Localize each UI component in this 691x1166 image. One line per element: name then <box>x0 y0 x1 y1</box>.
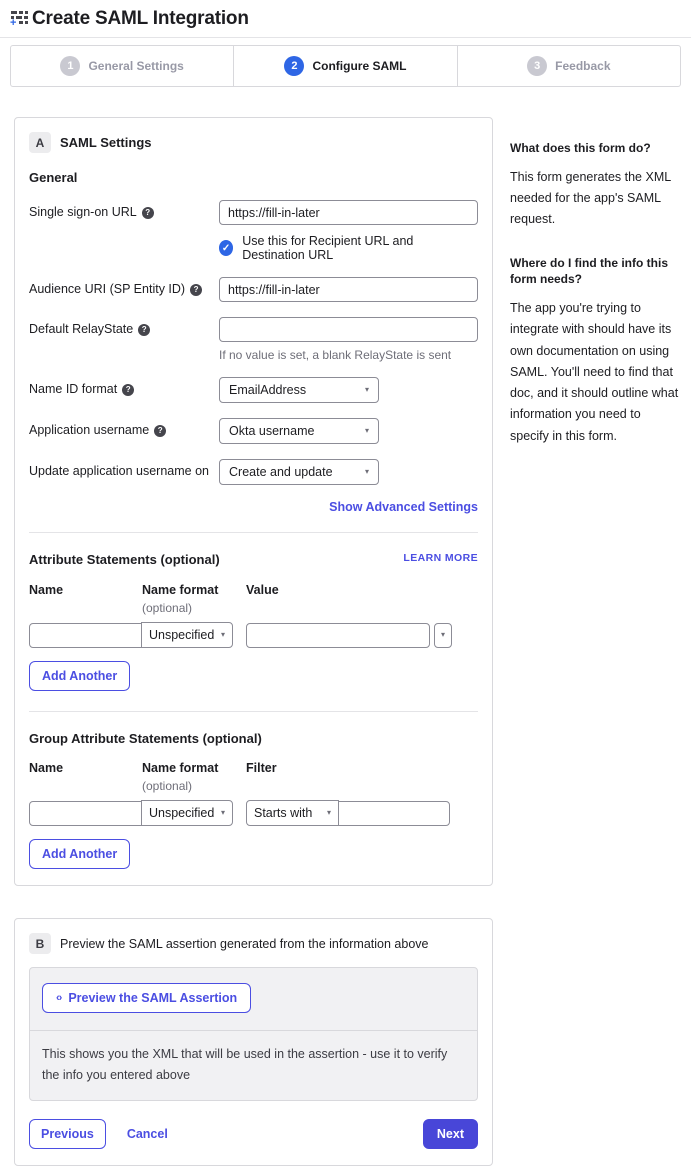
optional-note: (optional) <box>142 779 193 793</box>
relay-state-input[interactable] <box>219 317 478 342</box>
add-another-group-attribute-button[interactable]: Add Another <box>29 839 130 869</box>
recipient-url-checkbox[interactable]: ✓ <box>219 240 233 256</box>
app-username-select[interactable] <box>219 418 379 444</box>
previous-button[interactable]: Previous <box>29 1119 106 1149</box>
col-header-name-format: Name format <box>142 583 219 597</box>
audience-uri-input[interactable] <box>219 277 478 302</box>
preview-saml-assertion-button[interactable] <box>42 983 251 1013</box>
saml-settings-card <box>14 117 493 886</box>
selected-value: Okta username <box>229 424 315 438</box>
step-number-badge: 1 <box>60 56 80 76</box>
page-header <box>0 0 691 38</box>
group-attribute-statements-headers <box>29 761 478 793</box>
attribute-statements-title: Attribute Statements (optional) <box>29 552 220 567</box>
app-username-label: Application username ? <box>29 418 219 444</box>
wizard-stepper <box>10 45 681 87</box>
help-sidebar <box>510 117 680 471</box>
step-label: Feedback <box>555 59 611 73</box>
next-button[interactable]: Next <box>423 1119 478 1149</box>
learn-more-link[interactable]: LEARN MORE <box>403 552 478 564</box>
step-number-badge: 2 <box>284 56 304 76</box>
update-app-username-label: Update application username on <box>29 464 209 478</box>
preview-button-label: Preview the SAML Assertion <box>68 991 238 1005</box>
attribute-statements-headers <box>29 583 478 615</box>
general-heading: General <box>29 170 78 185</box>
selected-value: EmailAddress <box>229 383 307 397</box>
caret-down-icon: ▾ <box>220 808 225 817</box>
attr-name-input[interactable] <box>29 623 142 648</box>
step-label: Configure SAML <box>312 59 407 73</box>
help-question-1: What does this form do? <box>510 141 651 155</box>
attr-name-format-select[interactable] <box>141 622 233 648</box>
name-id-format-row <box>29 377 478 403</box>
col-header-name: Name <box>29 761 64 775</box>
relay-state-row <box>29 317 478 362</box>
group-attr-filter-value-input[interactable] <box>338 801 450 826</box>
step-configure-saml[interactable] <box>233 46 456 86</box>
selected-value: Unspecified <box>149 628 215 642</box>
step-label: General Settings <box>88 59 184 73</box>
section-b-title: Preview the SAML assertion generated from the information above <box>60 936 429 951</box>
divider <box>29 711 478 712</box>
attribute-statement-row <box>29 622 478 648</box>
info-icon[interactable]: ? <box>122 384 134 396</box>
section-b-badge: B <box>29 933 51 954</box>
cancel-link[interactable]: Cancel <box>126 1127 168 1142</box>
sso-url-row <box>29 200 478 262</box>
selected-value: Create and update <box>229 465 333 479</box>
info-icon[interactable]: ? <box>142 207 154 219</box>
audience-uri-row <box>29 277 478 302</box>
selected-value: Unspecified <box>149 806 215 820</box>
group-attribute-statement-row <box>29 800 478 826</box>
relay-state-label: Default RelayState ? <box>29 317 219 362</box>
col-header-value: Value <box>246 583 279 597</box>
col-header-name-format: Name format <box>142 761 219 775</box>
group-attribute-statements-title: Group Attribute Statements (optional) <box>29 731 262 746</box>
preview-panel <box>29 967 478 1101</box>
preview-description: This shows you the XML that will be used in the assertion - use it to verify the info you entered above <box>42 1047 448 1082</box>
update-app-username-select[interactable] <box>219 459 379 485</box>
add-another-attribute-button[interactable]: Add Another <box>29 661 130 691</box>
update-app-username-row <box>29 459 478 485</box>
col-header-name: Name <box>29 583 64 597</box>
attr-value-dropdown-button[interactable] <box>434 623 452 648</box>
relay-state-hint: If no value is set, a blank RelayState is sent <box>219 348 452 362</box>
help-answer-2: The app you're trying to integrate with should have its own documentation on using SAML. You'll need to find that doc, and it should outline what information you need to specify in this form. <box>510 301 679 443</box>
caret-down-icon: ▾ <box>364 426 369 435</box>
info-icon[interactable]: ? <box>138 324 150 336</box>
divider <box>29 532 478 533</box>
name-id-format-label: Name ID format ? <box>29 377 219 403</box>
info-icon[interactable]: ? <box>154 425 166 437</box>
name-id-format-select[interactable] <box>219 377 379 403</box>
step-general-settings[interactable] <box>11 46 233 86</box>
selected-value: Starts with <box>254 806 313 820</box>
section-a-badge: A <box>29 132 51 153</box>
caret-down-icon: ▾ <box>220 630 225 639</box>
help-answer-1: This form generates the XML needed for the app's SAML request. <box>510 169 671 227</box>
section-a-title: SAML Settings <box>60 135 152 150</box>
info-icon[interactable]: ? <box>190 284 202 296</box>
caret-down-icon: ▾ <box>364 467 369 476</box>
caret-down-icon: ▾ <box>364 385 369 394</box>
caret-down-icon: ▾ <box>440 630 445 639</box>
app-username-row <box>29 418 478 444</box>
plus-glyph: + <box>10 16 17 29</box>
step-number-badge: 3 <box>527 56 547 76</box>
preview-assertion-card <box>14 918 493 1166</box>
audience-uri-label: Audience URI (SP Entity ID) ? <box>29 277 219 302</box>
page-title: Create SAML Integration <box>32 8 249 29</box>
group-attr-name-format-select[interactable] <box>141 800 233 826</box>
recipient-url-checkbox-label: Use this for Recipient URL and Destination URL <box>242 234 414 262</box>
attr-value-input[interactable] <box>246 623 430 648</box>
group-attr-name-input[interactable] <box>29 801 142 826</box>
sso-url-input[interactable] <box>219 200 478 225</box>
wizard-footer <box>29 1119 478 1149</box>
col-header-filter: Filter <box>246 761 277 775</box>
group-attr-filter-type-select[interactable] <box>246 800 339 826</box>
caret-down-icon: ▾ <box>326 808 331 817</box>
step-feedback[interactable] <box>457 46 680 86</box>
optional-note: (optional) <box>142 601 193 615</box>
code-icon: ‹› <box>56 992 62 1004</box>
sso-url-label: Single sign-on URL ? <box>29 200 219 262</box>
app-grid-plus-icon <box>10 10 29 29</box>
show-advanced-settings-link[interactable]: Show Advanced Settings <box>329 500 478 514</box>
help-question-2: Where do I find the info this form needs? <box>510 255 668 287</box>
